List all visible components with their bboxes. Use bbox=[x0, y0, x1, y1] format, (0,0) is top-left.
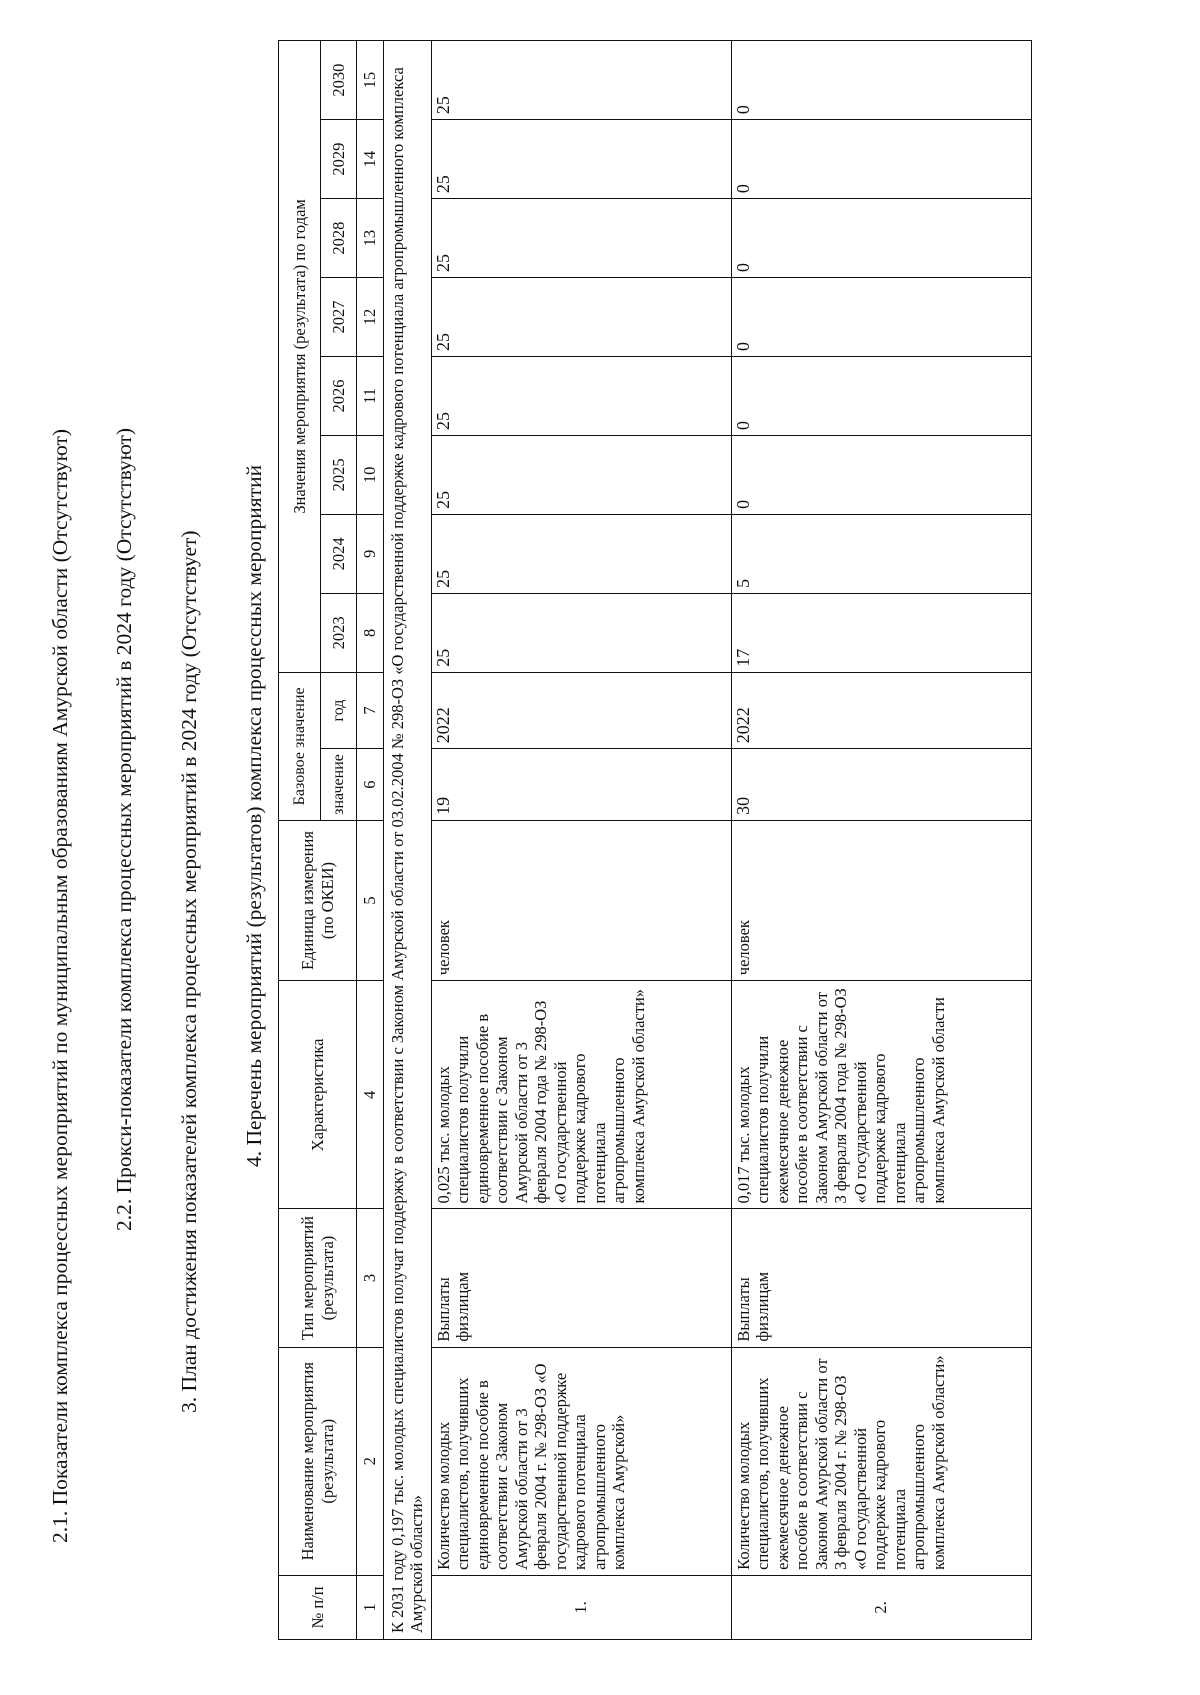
year-value: 25 bbox=[431, 435, 731, 514]
column-number: 6 bbox=[357, 749, 384, 821]
section-title: К 2031 году 0,197 тыс. молодых специалистов получат поддержку в соответствии с Законом Амурской области от 03.02.2004 № 298-ОЗ «О государственной поддержке кадрового потенциала агропромышленного комплекса Амурской области» bbox=[383, 41, 431, 1640]
header-year: 2023 bbox=[321, 593, 357, 672]
year-value: 0 bbox=[731, 199, 1031, 278]
header-year: 2025 bbox=[321, 435, 357, 514]
column-number: 13 bbox=[357, 199, 384, 278]
header-base: Базовое значение bbox=[279, 672, 321, 820]
column-number: 9 bbox=[357, 514, 384, 593]
year-value: 0 bbox=[731, 41, 1031, 120]
column-number: 8 bbox=[357, 593, 384, 672]
year-value: 25 bbox=[431, 356, 731, 435]
year-value: 0 bbox=[731, 356, 1031, 435]
year-value: 25 bbox=[431, 278, 731, 357]
column-number-row bbox=[357, 41, 384, 1640]
column-number: 10 bbox=[357, 435, 384, 514]
year-value: 0 bbox=[731, 278, 1031, 357]
year-value: 0 bbox=[731, 435, 1031, 514]
column-number: 4 bbox=[357, 981, 384, 1209]
header-values: Значения мероприятия (результата) по годам bbox=[279, 41, 321, 673]
header-year: 2028 bbox=[321, 199, 357, 278]
table-row bbox=[731, 41, 1031, 1640]
row-number: 1. bbox=[431, 1575, 731, 1639]
column-number: 2 bbox=[357, 1347, 384, 1575]
header-base-year: год bbox=[321, 672, 357, 749]
header-year: 2024 bbox=[321, 514, 357, 593]
year-value: 25 bbox=[431, 514, 731, 593]
table-row bbox=[431, 41, 731, 1640]
section-row bbox=[383, 41, 431, 1640]
measure-name: Количество молодых специалистов, получивших единовременное пособие в соответствии с Законом Амурской области от 3 февраля 2004 г. № 298-ОЗ «О государственной поддержке кадрового потенциала агропромышленного комплекса Амурской» bbox=[431, 1347, 731, 1575]
year-value: 25 bbox=[431, 199, 731, 278]
year-value: 25 bbox=[431, 120, 731, 199]
header-year: 2029 bbox=[321, 120, 357, 199]
header-base-value: значение bbox=[321, 749, 357, 821]
measure-type: Выплаты физлицам bbox=[431, 1209, 731, 1347]
heading-2-1: 2.1. Показатели комплекса процессных мероприятий по муниципальным образованиям Амурской области (Отсутствуют) bbox=[48, 428, 72, 1543]
base-value: 19 bbox=[431, 749, 731, 821]
row-number: 2. bbox=[731, 1575, 1031, 1639]
base-year: 2022 bbox=[431, 672, 731, 749]
column-number: 14 bbox=[357, 120, 384, 199]
measure-unit: человек bbox=[731, 820, 1031, 980]
header-characteristic: Характеристика bbox=[279, 981, 357, 1209]
measures-table bbox=[278, 40, 1032, 1640]
heading-2-2: 2.2. Прокси-показатели комплекса процессных мероприятий в 2024 году (Отсутствуют) bbox=[112, 427, 136, 1231]
year-value: 25 bbox=[431, 593, 731, 672]
year-value: 0 bbox=[731, 120, 1031, 199]
header-unit: Единица измерения (по ОКЕИ) bbox=[279, 820, 357, 980]
header-year: 2027 bbox=[321, 278, 357, 357]
column-number: 3 bbox=[357, 1209, 384, 1347]
column-number: 12 bbox=[357, 278, 384, 357]
column-number: 5 bbox=[357, 820, 384, 980]
measure-characteristic: 0,017 тыс. молодых специалистов получили ежемесячное денежное пособие в соответствии с Законом Амурской области от 3 февраля 2004 года № 298-ОЗ «О государственной поддержке кадрового потенциала агропромышленного комплекса Амурской области bbox=[731, 981, 1031, 1209]
header-no: № п/п bbox=[279, 1575, 357, 1639]
column-number: 7 bbox=[357, 672, 384, 749]
measure-name: Количество молодых специалистов, получивших ежемесячное денежное пособие в соответствии с Законом Амурской области от 3 февраля 2004 г. № 298-ОЗ «О государственной поддержке кадрового потенциала агропромышленного комплекса Амурской области» bbox=[731, 1347, 1031, 1575]
measure-characteristic: 0,025 тыс. молодых специалистов получили единовременное пособие в соответствии с Законом Амурской области от 3 февраля 2004 года № 298-ОЗ «О государственной поддержке кадрового потенциала агропромышленного комплекса Амурской области» bbox=[431, 981, 731, 1209]
column-number: 15 bbox=[357, 41, 384, 120]
base-year: 2022 bbox=[731, 672, 1031, 749]
year-value: 5 bbox=[731, 514, 1031, 593]
header-year: 2026 bbox=[321, 356, 357, 435]
heading-4: 4. Перечень мероприятий (результатов) комплекса процессных мероприятий bbox=[242, 464, 266, 1167]
heading-3: 3. План достижения показателей комплекса процессных мероприятий в 2024 году (Отсутствует) bbox=[177, 530, 201, 1413]
base-value: 30 bbox=[731, 749, 1031, 821]
column-number: 11 bbox=[357, 356, 384, 435]
year-value: 17 bbox=[731, 593, 1031, 672]
year-value: 25 bbox=[431, 41, 731, 120]
measure-unit: человек bbox=[431, 820, 731, 980]
measure-type: Выплаты физлицам bbox=[731, 1209, 1031, 1347]
header-name: Наименование мероприятия (результата) bbox=[279, 1347, 357, 1575]
column-number: 1 bbox=[357, 1575, 384, 1639]
header-year: 2030 bbox=[321, 41, 357, 120]
header-type: Тип мероприятий (результата) bbox=[279, 1209, 357, 1347]
